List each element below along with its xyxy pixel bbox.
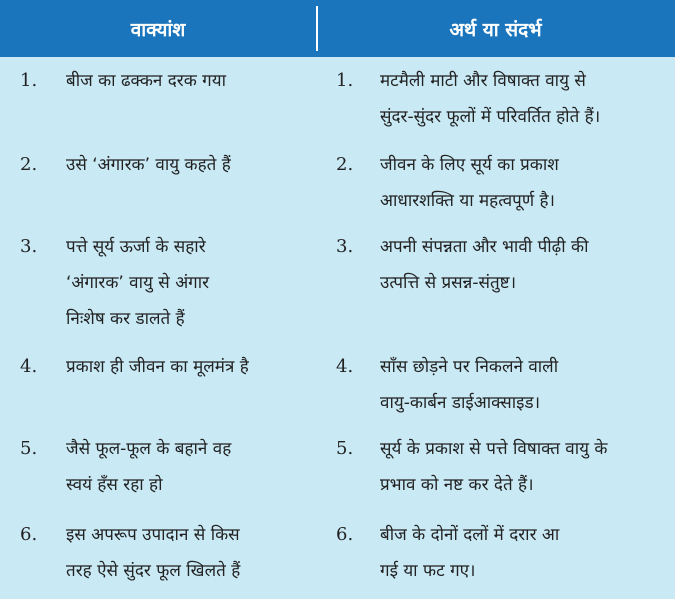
meaning-number: 5. <box>336 438 354 459</box>
header-meaning: अर्थ या संदर्भ <box>449 18 542 41</box>
phrase-number: 2. <box>20 154 38 175</box>
meaning-number: 3. <box>336 236 354 257</box>
phrase-number: 4. <box>20 356 38 377</box>
phrase-number: 1. <box>20 70 38 91</box>
phrase-text: बीज का ढक्कन दरक गया <box>66 71 226 91</box>
phrase-text: उसे ‘अंगारक’ वायु कहते हैं <box>66 155 231 175</box>
meaning-text: मटमैली माटी और विषाक्त वायु से सुंदर-सुंदर फूलों में परिवर्तित होते हैं। <box>380 71 601 127</box>
phrase-text: जैसे फूल-फूल के बहाने वह स्वयं हँस रहा हो <box>66 439 232 495</box>
meaning-number: 1. <box>336 70 354 91</box>
table-header <box>0 0 675 57</box>
phrase-number: 6. <box>20 524 38 545</box>
phrase-text: प्रकाश ही जीवन का मूलमंत्र है <box>66 357 249 377</box>
meaning-number: 4. <box>336 356 354 377</box>
header-divider <box>316 6 318 51</box>
phrase-text: इस अपरूप उपादान से किस तरह ऐसे सुंदर फूल खिलते हैं <box>66 525 241 581</box>
meaning-text: अपनी संपन्नता और भावी पीढ़ी की उत्पत्ति से प्रसन्न-संतुष्ट। <box>380 237 589 293</box>
phrase-number: 3. <box>20 236 38 257</box>
meaning-text: जीवन के लिए सूर्य का प्रकाश आधारशक्ति या महत्वपूर्ण है। <box>380 155 559 211</box>
phrase-number: 5. <box>20 438 38 459</box>
meaning-text: बीज के दोनों दलों में दरार आ गई या फट गए। <box>380 525 560 581</box>
meaning-number: 6. <box>336 524 354 545</box>
header-phrase: वाक्यांश <box>130 18 186 41</box>
phrase-text: पत्ते सूर्य ऊर्जा के सहारे ‘अंगारक’ वायु से अंगार निःशेष कर डालते हैं <box>66 237 210 329</box>
meaning-text: सूर्य के प्रकाश से पत्ते विषाक्त वायु के प्रभाव को नष्ट कर देते हैं। <box>380 439 608 495</box>
meaning-text: साँस छोड़ने पर निकलने वाली वायु-कार्बन डाईआक्साइड। <box>380 357 559 413</box>
meaning-number: 2. <box>336 154 354 175</box>
